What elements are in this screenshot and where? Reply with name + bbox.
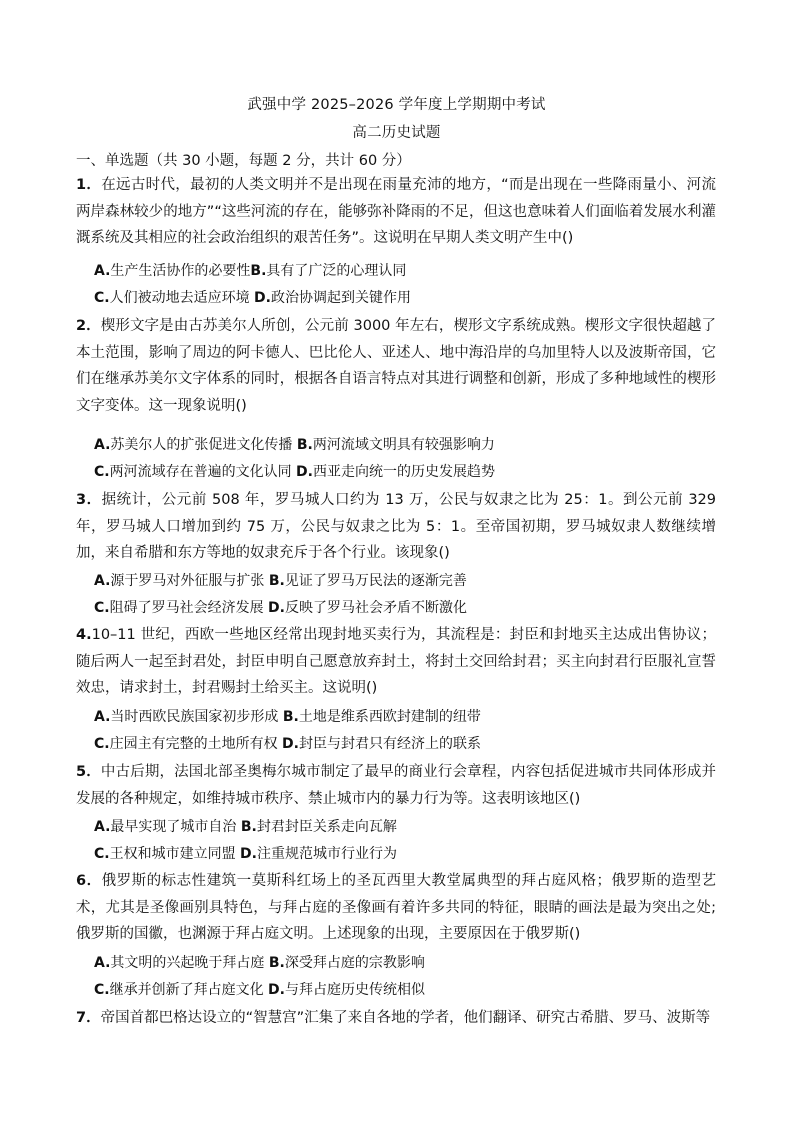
question-text: 楔形文字是由古苏美尔人所创，公元前 3000 年左右，楔形文字系统成熟。楔形文字很快超越了本土范围，影响了周边的阿卡德人、巴比伦人、亚述人、地中海沿岸的乌加里特人以及波斯帝国，它们在继承苏美尔文字体系的同时，根据各自语言特点对其进行调整和创新，形成了多种地域性的楔形文字变体。这一现象说明() xyxy=(76,318,716,415)
question-number: 5． xyxy=(76,764,101,780)
option-label: D. xyxy=(240,846,257,862)
option-label: B. xyxy=(268,955,285,971)
options-row xyxy=(94,952,425,972)
question-7 xyxy=(76,1005,716,1032)
question-5 xyxy=(76,759,716,812)
option-label: B. xyxy=(250,263,267,279)
question-text: 帝国首都巴格达设立的“智慧宫”汇集了来自各地的学者，他们翻译、研究古希腊、罗马、波斯等 xyxy=(100,1010,711,1026)
exam-title: 武强中学 2025–2026 学年度上学期期中考试 xyxy=(247,97,546,113)
option-label: C. xyxy=(94,846,110,862)
question-text: 中古后期，法国北部圣奥梅尔城市制定了最早的商业行会章程，内容包括促进城市共同体形成并发展的各种规定，如维持城市秩序、禁止城市内的暴力行为等。这表明该地区() xyxy=(76,764,716,807)
option-label: D. xyxy=(296,464,313,480)
question-number: 6． xyxy=(76,873,102,889)
option-label: D. xyxy=(254,290,271,306)
question-4 xyxy=(76,622,716,702)
option-label: C. xyxy=(94,464,110,480)
question-number: 3． xyxy=(76,492,102,508)
option-label: D. xyxy=(268,600,285,616)
option-c[interactable]: 两河流域存在普遍的文化认同 xyxy=(109,464,292,480)
option-a[interactable]: 苏美尔人的扩张促进文化传播 xyxy=(110,437,293,453)
option-label: B. xyxy=(296,437,313,453)
options-row xyxy=(94,597,467,617)
option-d[interactable]: 注重规范城市行业行为 xyxy=(257,846,397,862)
option-d[interactable]: 政治协调起到关键作用 xyxy=(271,290,411,306)
options-row xyxy=(94,843,397,863)
options-row xyxy=(94,733,481,753)
options-row xyxy=(94,434,495,454)
option-label: C. xyxy=(94,982,110,998)
option-a[interactable]: 当时西欧民族国家初步形成 xyxy=(110,709,279,725)
option-label: B. xyxy=(268,573,285,589)
option-a[interactable]: 最早实现了城市自治 xyxy=(110,819,237,835)
question-number: 2． xyxy=(76,318,101,334)
exam-subtitle: 高二历史试题 xyxy=(352,125,441,141)
question-text: 10–11 世纪，西欧一些地区经常出现封地买卖行为，其流程是：封臣和封地买主达成出售协议；随后两人一起至封君处，封臣申明自己愿意放弃封土，将封土交回给封君；买主向封君行臣服礼宣誓效忠，请求封土，封君赐封土给买主。这说明() xyxy=(76,627,716,697)
question-text: 据统计，公元前 508 年，罗马城人口约为 13 万，公民与奴隶之比为 25：1。到公元前 329 年，罗马城人口增加到约 75 万，公民与奴隶之比为 5：1。至帝国初期，罗马城奴隶人数继续增加，来自希腊和东方等地的奴隶充斥于各个行业。该现象() xyxy=(76,492,716,562)
option-a[interactable]: 源于罗马对外征服与扩张 xyxy=(110,573,265,589)
options-row xyxy=(94,260,406,280)
section-heading: 一、单选题（共 30 小题，每题 2 分，共计 60 分） xyxy=(76,153,411,169)
option-a[interactable]: 其文明的兴起晚于拜占庭 xyxy=(110,955,265,971)
option-label: C. xyxy=(94,600,110,616)
options-row xyxy=(94,461,495,481)
options-row xyxy=(94,570,467,590)
option-b[interactable]: 具有了广泛的心理认同 xyxy=(266,263,407,279)
option-d[interactable]: 与拜占庭历史传统相似 xyxy=(285,982,425,998)
option-label: A. xyxy=(94,819,111,835)
option-b[interactable]: 两河流域文明具有较强影响力 xyxy=(312,437,495,453)
option-b[interactable]: 深受拜占庭的宗教影响 xyxy=(284,955,425,971)
option-d[interactable]: 西亚走向统一的历史发展趋势 xyxy=(313,464,495,480)
options-row xyxy=(94,706,481,726)
option-label: C. xyxy=(94,736,110,752)
option-label: A. xyxy=(94,955,111,971)
options-row xyxy=(94,979,425,999)
option-label: D. xyxy=(282,736,299,752)
question-6 xyxy=(76,868,716,948)
option-c[interactable]: 继承并创新了拜占庭文化 xyxy=(109,982,264,998)
option-c[interactable]: 王权和城市建立同盟 xyxy=(109,846,236,862)
question-text: 俄罗斯的标志性建筑一莫斯科红场上的圣瓦西里大教堂属典型的拜占庭风格；俄罗斯的造型艺术，尤其是圣像画别具特色，与拜占庭的圣像画有着许多共同的特征，眼睛的画法是最为突出之处; 俄罗斯的国徽，也渊源于拜占庭文明。上述现象的出现，主要原因在于俄罗斯() xyxy=(76,873,717,943)
option-label: A. xyxy=(94,709,111,725)
option-label: A. xyxy=(94,263,111,279)
question-number: 4. xyxy=(76,627,92,643)
option-d[interactable]: 反映了罗马社会矛盾不断激化 xyxy=(285,600,467,616)
option-label: B. xyxy=(240,819,257,835)
options-row xyxy=(94,287,411,307)
option-label: D. xyxy=(268,982,285,998)
question-2 xyxy=(76,313,716,420)
option-c[interactable]: 庄园主有完整的土地所有权 xyxy=(109,736,278,752)
option-c[interactable]: 阻碍了罗马社会经济发展 xyxy=(109,600,264,616)
option-c[interactable]: 人们被动地去适应环境 xyxy=(109,290,250,306)
question-1 xyxy=(76,172,716,252)
option-a[interactable]: 生产生活协作的必要性 xyxy=(110,263,251,279)
option-label: C. xyxy=(94,290,110,306)
option-label: B. xyxy=(282,709,299,725)
option-b[interactable]: 见证了罗马万民法的逐渐完善 xyxy=(284,573,467,589)
question-number: 7． xyxy=(76,1010,101,1026)
option-label: A. xyxy=(94,437,111,453)
options-row xyxy=(94,816,397,836)
option-b[interactable]: 封君封臣关系走向瓦解 xyxy=(256,819,397,835)
question-3 xyxy=(76,487,716,567)
option-label: A. xyxy=(94,573,111,589)
question-text: 在远古时代，最初的人类文明并不是出现在雨量充沛的地方，“而是出现在一些降雨量小、河流两岸森林较少的地方”“这些河流的存在，能够弥补降雨的不足，但这也意味着人们面临着发展水利灌溉系统及其相应的社会政治组织的艰苦任务”。这说明在早期人类文明产生中() xyxy=(76,177,716,247)
option-d[interactable]: 封臣与封君只有经济上的联系 xyxy=(299,736,481,752)
option-b[interactable]: 土地是维系西欧封建制的纽带 xyxy=(298,709,481,725)
question-number: 1． xyxy=(76,177,102,193)
